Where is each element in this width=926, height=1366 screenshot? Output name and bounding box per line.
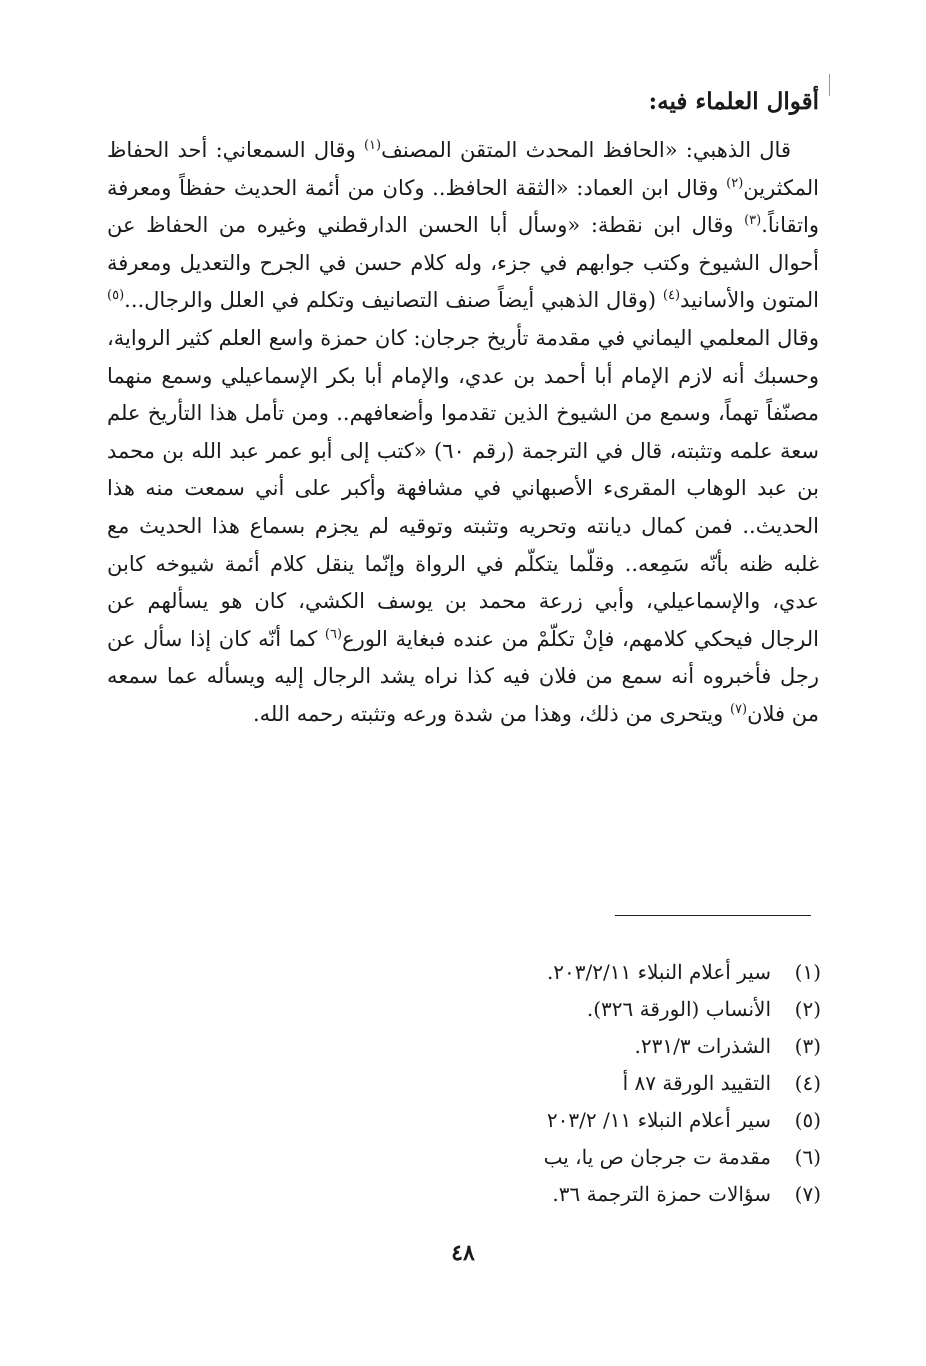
footnote-number: (١) — [794, 960, 821, 984]
footnote-item — [221, 991, 821, 1028]
footnote-ref-7[interactable]: (٧) — [729, 701, 748, 717]
footnote-text: سؤالات حمزة الترجمة ٣٦. — [552, 1182, 771, 1206]
paragraph-text: وقال ابن نقطة: «وسأل أبا الحسن الدارقطني وغيره من الحفاظ عن أحوال الشيوخ وكتب جوابهم في جزء، وله كلام حسن في الجرح والتعديل ومعرفة المتون والأسانيد — [107, 213, 819, 313]
paragraph-text: قال الذهبي: «الحافظ المحدث المتقن المصنف — [381, 138, 791, 162]
paragraph-text: وقال السمعاني: أحد الحفاظ المكثرين — [107, 138, 819, 200]
footnote-text: التقييد الورقة ٨٧ أ — [622, 1071, 771, 1095]
main-paragraph — [107, 132, 819, 734]
paragraph-text: (وقال الذهبي أيضاً صنف التصانيف وتكلم في العلل والرجال... — [124, 288, 663, 313]
footnote-number: (٦) — [794, 1145, 821, 1169]
footnote-item — [221, 1065, 821, 1102]
footnote-item — [221, 954, 821, 991]
footnote-ref-4[interactable]: (٤) — [662, 288, 681, 304]
footnote-number: (٤) — [794, 1071, 821, 1095]
footnote-number: (٣) — [794, 1034, 821, 1058]
footnote-text: سير أعلام النبلاء ٢٠٣/٢/١١. — [546, 960, 771, 984]
footnote-text: مقدمة ت جرجان ص يا، يب — [543, 1145, 771, 1169]
paragraph-text: وقال المعلمي اليماني في مقدمة تأريخ جرجان: كان حمزة واسع العلم كثير الرواية، وحسبك أنه لازم الإمام أبا أحمد بن عدي، والإمام أبا بكر الإسماعيلي وسمع منهما مصنّفاً تهماً، وسمع من الشيوخ الذين تقدموا وأضعافهم.. ومن تأمل هذا التأريخ علم سعة علمه وتثبته، قال في الترجمة (رقم ٦٠) «كتب إلى أبو عمر عبد الله بن محمد بن عبد الوهاب المقرىء الأصبهاني في مشافهة وأكبر على أني سمعت منه هذا الحديث.. فمن كمال ديانته وتحريه وتثبته وتوقيه لم يجزم بسماع هذا الحديث مع غلبه ظنه بأنّه سَمِعه.. وقلّما يتكلّم في الرواة وإنّما ينقل كلام أئمة شيوخه كابن عدي، والإسماعيلي، وأبي زرعة محمد بن يوسف الكشي، كان هو يسألهم عن الرجال فيحكي كلامهم، فإنْ تكلّمْ من عنده فبغاية الورع — [107, 325, 819, 651]
footnote-ref-3[interactable]: (٣) — [744, 213, 762, 229]
paragraph-text: كما أنّه كان إذا سأل عن رجل فأخبروه أنه سمع من فلان فيه كذا نراه يشد الرجال إليه ويسأله عما سمعه من فلان — [107, 626, 819, 726]
footnote-ref-1[interactable]: (١) — [363, 138, 382, 153]
footnote-number: (٥) — [794, 1108, 821, 1132]
footnote-ref-6[interactable]: (٦) — [324, 626, 343, 642]
footnote-text: سير أعلام النبلاء ١١/ ٢٠٣/٢ — [546, 1108, 771, 1132]
margin-mark — [829, 74, 830, 96]
footnote-number: (٧) — [794, 1182, 821, 1206]
footnote-item — [221, 1028, 821, 1065]
footnote-item — [221, 1102, 821, 1139]
footnote-ref-5[interactable]: (٥) — [107, 288, 125, 304]
footnote-separator — [615, 915, 811, 916]
footnote-ref-2[interactable]: (٢) — [726, 175, 744, 191]
footnote-number: (٢) — [794, 997, 821, 1021]
section-heading: أقوال العلماء فيه: — [648, 88, 819, 115]
footnote-text: الأنساب (الورقة ٣٢٦). — [586, 997, 771, 1021]
paragraph-text: ويتحرى من ذلك، وهذا من شدة ورعه وتثبته رحمه الله. — [252, 701, 730, 726]
footnotes-list — [221, 954, 821, 1213]
footnote-item — [221, 1176, 821, 1213]
paragraph-text: وقال ابن العماد: «الثقة الحافظ.. وكان من أئمة الحديث حفظاً ومعرفة واتقاناً. — [107, 175, 819, 238]
footnote-item — [221, 1139, 821, 1176]
footnote-text: الشذرات ٢٣١/٣. — [634, 1034, 771, 1058]
page-number: ٤٨ — [451, 1240, 475, 1266]
